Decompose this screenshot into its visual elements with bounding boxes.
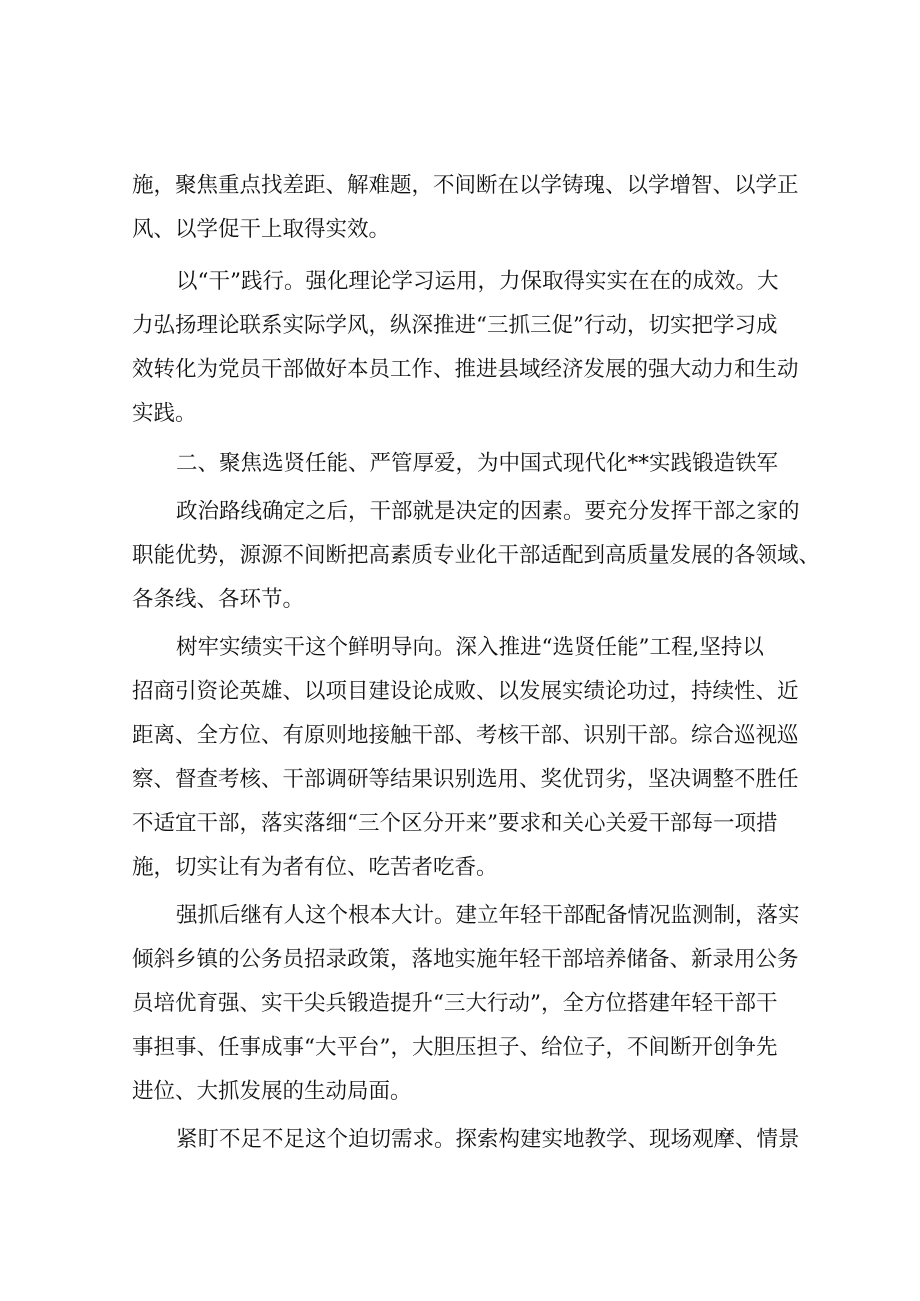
text-line: 风、以学促干上取得实效。 <box>132 217 391 242</box>
paragraph-heading-line: 以“干”践行。强化理论学习运用，力保取得实实在在的成效。大 <box>176 269 779 294</box>
text-line: 距离、全方位、有原则地接触干部、考核干部、识别干部。综合巡视巡 <box>132 723 799 748</box>
text-line: 效转化为党员干部做好本员工作、推进县域经济发展的强大动力和生动 <box>132 357 799 382</box>
text-line: 职能优势，源源不间断把高素质专业化干部适配到高质量发展的各领域、 <box>132 543 821 568</box>
text-line: 施，聚焦重点找差距、解难题，不间断在以学铸瑰、以学增智、以学正 <box>132 173 799 198</box>
text-line: 倾斜乡镇的公务员招录政策，落地实施年轻干部培养储备、新录用公务 <box>132 947 799 972</box>
paragraph-heading-line: 紧盯不足不足这个迫切需求。探索构建实地教学、现场观摩、情景 <box>176 1127 800 1152</box>
text-line: 实践。 <box>132 401 197 426</box>
text-line: 员培优育强、实干尖兵锻造提升“三大行动”，全方位搭建年轻干部干 <box>132 991 778 1016</box>
text-line: 各条线、各环节。 <box>132 587 305 612</box>
text-line: 事担事、任事成事“大平台”，大胆压担子、给位子，不间断开创争先 <box>132 1035 778 1060</box>
text-line: 施，切实让有为者有位、吃苦者吃香。 <box>132 855 498 880</box>
text-line: 政治路线确定之后，干部就是决定的因素。要充分发挥干部之家的 <box>176 499 800 524</box>
text-line: 察、督查考核、干部调研等结果识别选用、奖优罚劣，坚决调整不胜任 <box>132 767 799 792</box>
text-line: 进位、大抓发展的生动局面。 <box>132 1079 412 1104</box>
text-line: 不适宜干部，落实落细“三个区分开来”要求和关心关爱干部每一项措 <box>132 811 778 836</box>
text-line: 力弘扬理论联系实际学风，纵深推进“三抓三促”行动，切实把学习成 <box>132 313 778 338</box>
section-heading: 二、聚焦选贤任能、严管厚爱，为中国式现代化**实践锻造铁军 <box>176 451 779 476</box>
paragraph-heading-line: 树牢实绩实干这个鲜明导向。深入推进“选贤任能”工程,坚持以 <box>176 635 764 660</box>
paragraph-heading-line: 强抓后继有人这个根本大计。建立年轻干部配备情况监测制，落实 <box>176 903 800 928</box>
text-line: 招商引资论英雄、以项目建设论成败、以发展实绩论功过，持续性、近 <box>132 679 799 704</box>
